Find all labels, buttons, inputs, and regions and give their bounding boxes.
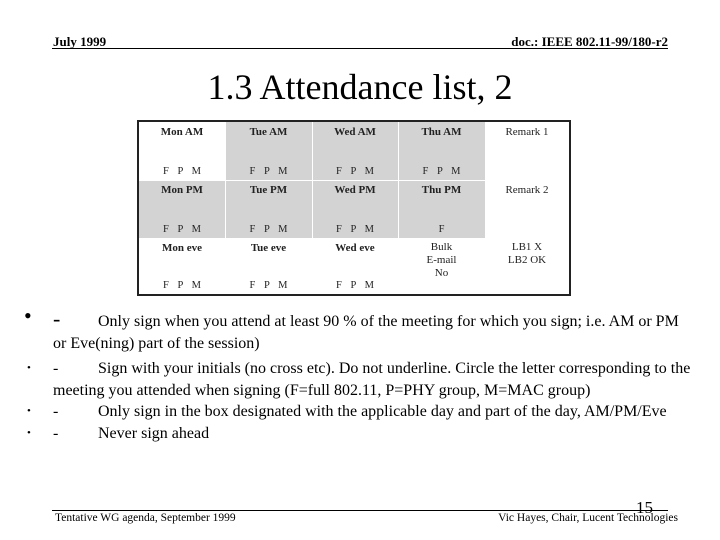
cell-fpm: F P M [249,166,288,177]
cell-day-label: Thu AM [421,126,462,138]
bullet-dash: - [53,403,59,420]
bullet-text: Sign with your initials (no cross etc). Do not underline. Circle the letter corresponding to the meeting you attended when signing (F=full 802.11, P=PHY group, M=MAC group) [53,360,691,399]
grid-divider [139,180,569,181]
bullet-text: Never sign ahead [98,424,210,442]
cell-tue-eve [225,238,312,294]
bullet-dot-icon: • [27,405,31,417]
footer-right: Vic Hayes, Chair, Lucent Technologies [498,512,678,524]
grid-divider [398,122,399,294]
footer-left: Tentative WG agenda, September 1999 [55,512,236,524]
cell-fpm: F P M [249,280,288,291]
cell-remark-1 [485,122,569,180]
email-label: E-mail [426,254,457,266]
cell-fpm: F P M [163,166,201,177]
footer-rule [52,510,668,511]
cell-wed-eve [312,238,398,294]
bullet-item-3 [24,401,694,423]
cell-fpm: F P M [336,280,374,291]
cell-day-label: Tue AM [249,126,288,138]
page-number: 15 [636,498,653,517]
cell-day-label: Mon eve [161,242,202,254]
cell-fpm: F P M [422,166,461,177]
instruction-list [24,303,694,444]
no-label: No [434,267,449,279]
cell-fpm: F P M [249,224,288,235]
cell-thu-pm [398,180,485,238]
bulk-label: Bulk [430,241,453,253]
cell-mon-pm [139,180,225,238]
cell-fpm: F [438,224,445,235]
cell-thu-bulk-email [398,238,485,294]
remark-label: Remark 2 [505,184,549,196]
bullet-dash: - [53,360,59,377]
cell-tue-am [225,122,312,180]
lb1-label: LB1 X [511,241,543,253]
bulk-email-text [398,241,485,280]
cell-mon-eve [139,238,225,294]
bullet-item-2 [24,358,694,401]
bullet-text: Only sign in the box designated with the applicable day and part of the day, AM/PM/Eve [98,403,667,420]
cell-tue-pm [225,180,312,238]
bullet-dash: - [53,306,61,331]
bullet-dot-icon: • [27,362,31,374]
cell-day-label: Mon AM [160,126,204,138]
cell-day-label: Wed PM [334,184,376,196]
cell-day-label: Wed AM [334,126,376,138]
lb-text [485,241,569,267]
header-rule [52,48,668,49]
cell-day-label: Tue PM [249,184,288,196]
cell-day-label: Tue eve [250,242,287,254]
header-date: July 1999 [53,34,107,49]
attendance-table [137,120,571,296]
bullet-text: Only sign when you attend at least 90 % of the meeting for which you sign; i.e. AM or PM or Eve(ning) part of the session) [53,313,679,352]
header-doc-id: doc.: IEEE 802.11-99/180-r2 [511,34,668,49]
cell-fpm: F P M [163,280,201,291]
bullet-item-1 [24,303,694,354]
cell-fpm: F P M [336,166,374,177]
cell-mon-am [139,122,225,180]
grid-divider [312,122,313,294]
cell-day-label: Thu PM [421,184,462,196]
cell-day-label: Wed eve [335,242,375,254]
bullet-dot-icon: • [24,303,32,328]
lb2-label: LB2 OK [507,254,547,266]
bullet-item-4 [24,423,694,445]
grid-divider [225,122,226,294]
cell-fpm: F P M [163,224,201,235]
remark-label: Remark 1 [505,126,549,138]
cell-wed-pm [312,180,398,238]
cell-day-label: Mon PM [161,184,203,196]
cell-remark-lb [485,238,569,294]
bullet-dot-icon: • [27,426,31,439]
cell-fpm: F P M [336,224,374,235]
grid-divider [139,238,569,239]
bullet-dash: - [53,424,59,442]
cell-thu-am [398,122,485,180]
cell-wed-am [312,122,398,180]
slide-title: 1.3 Attendance list, 2 [207,67,513,107]
cell-remark-2 [485,180,569,238]
grid-divider [485,122,486,294]
